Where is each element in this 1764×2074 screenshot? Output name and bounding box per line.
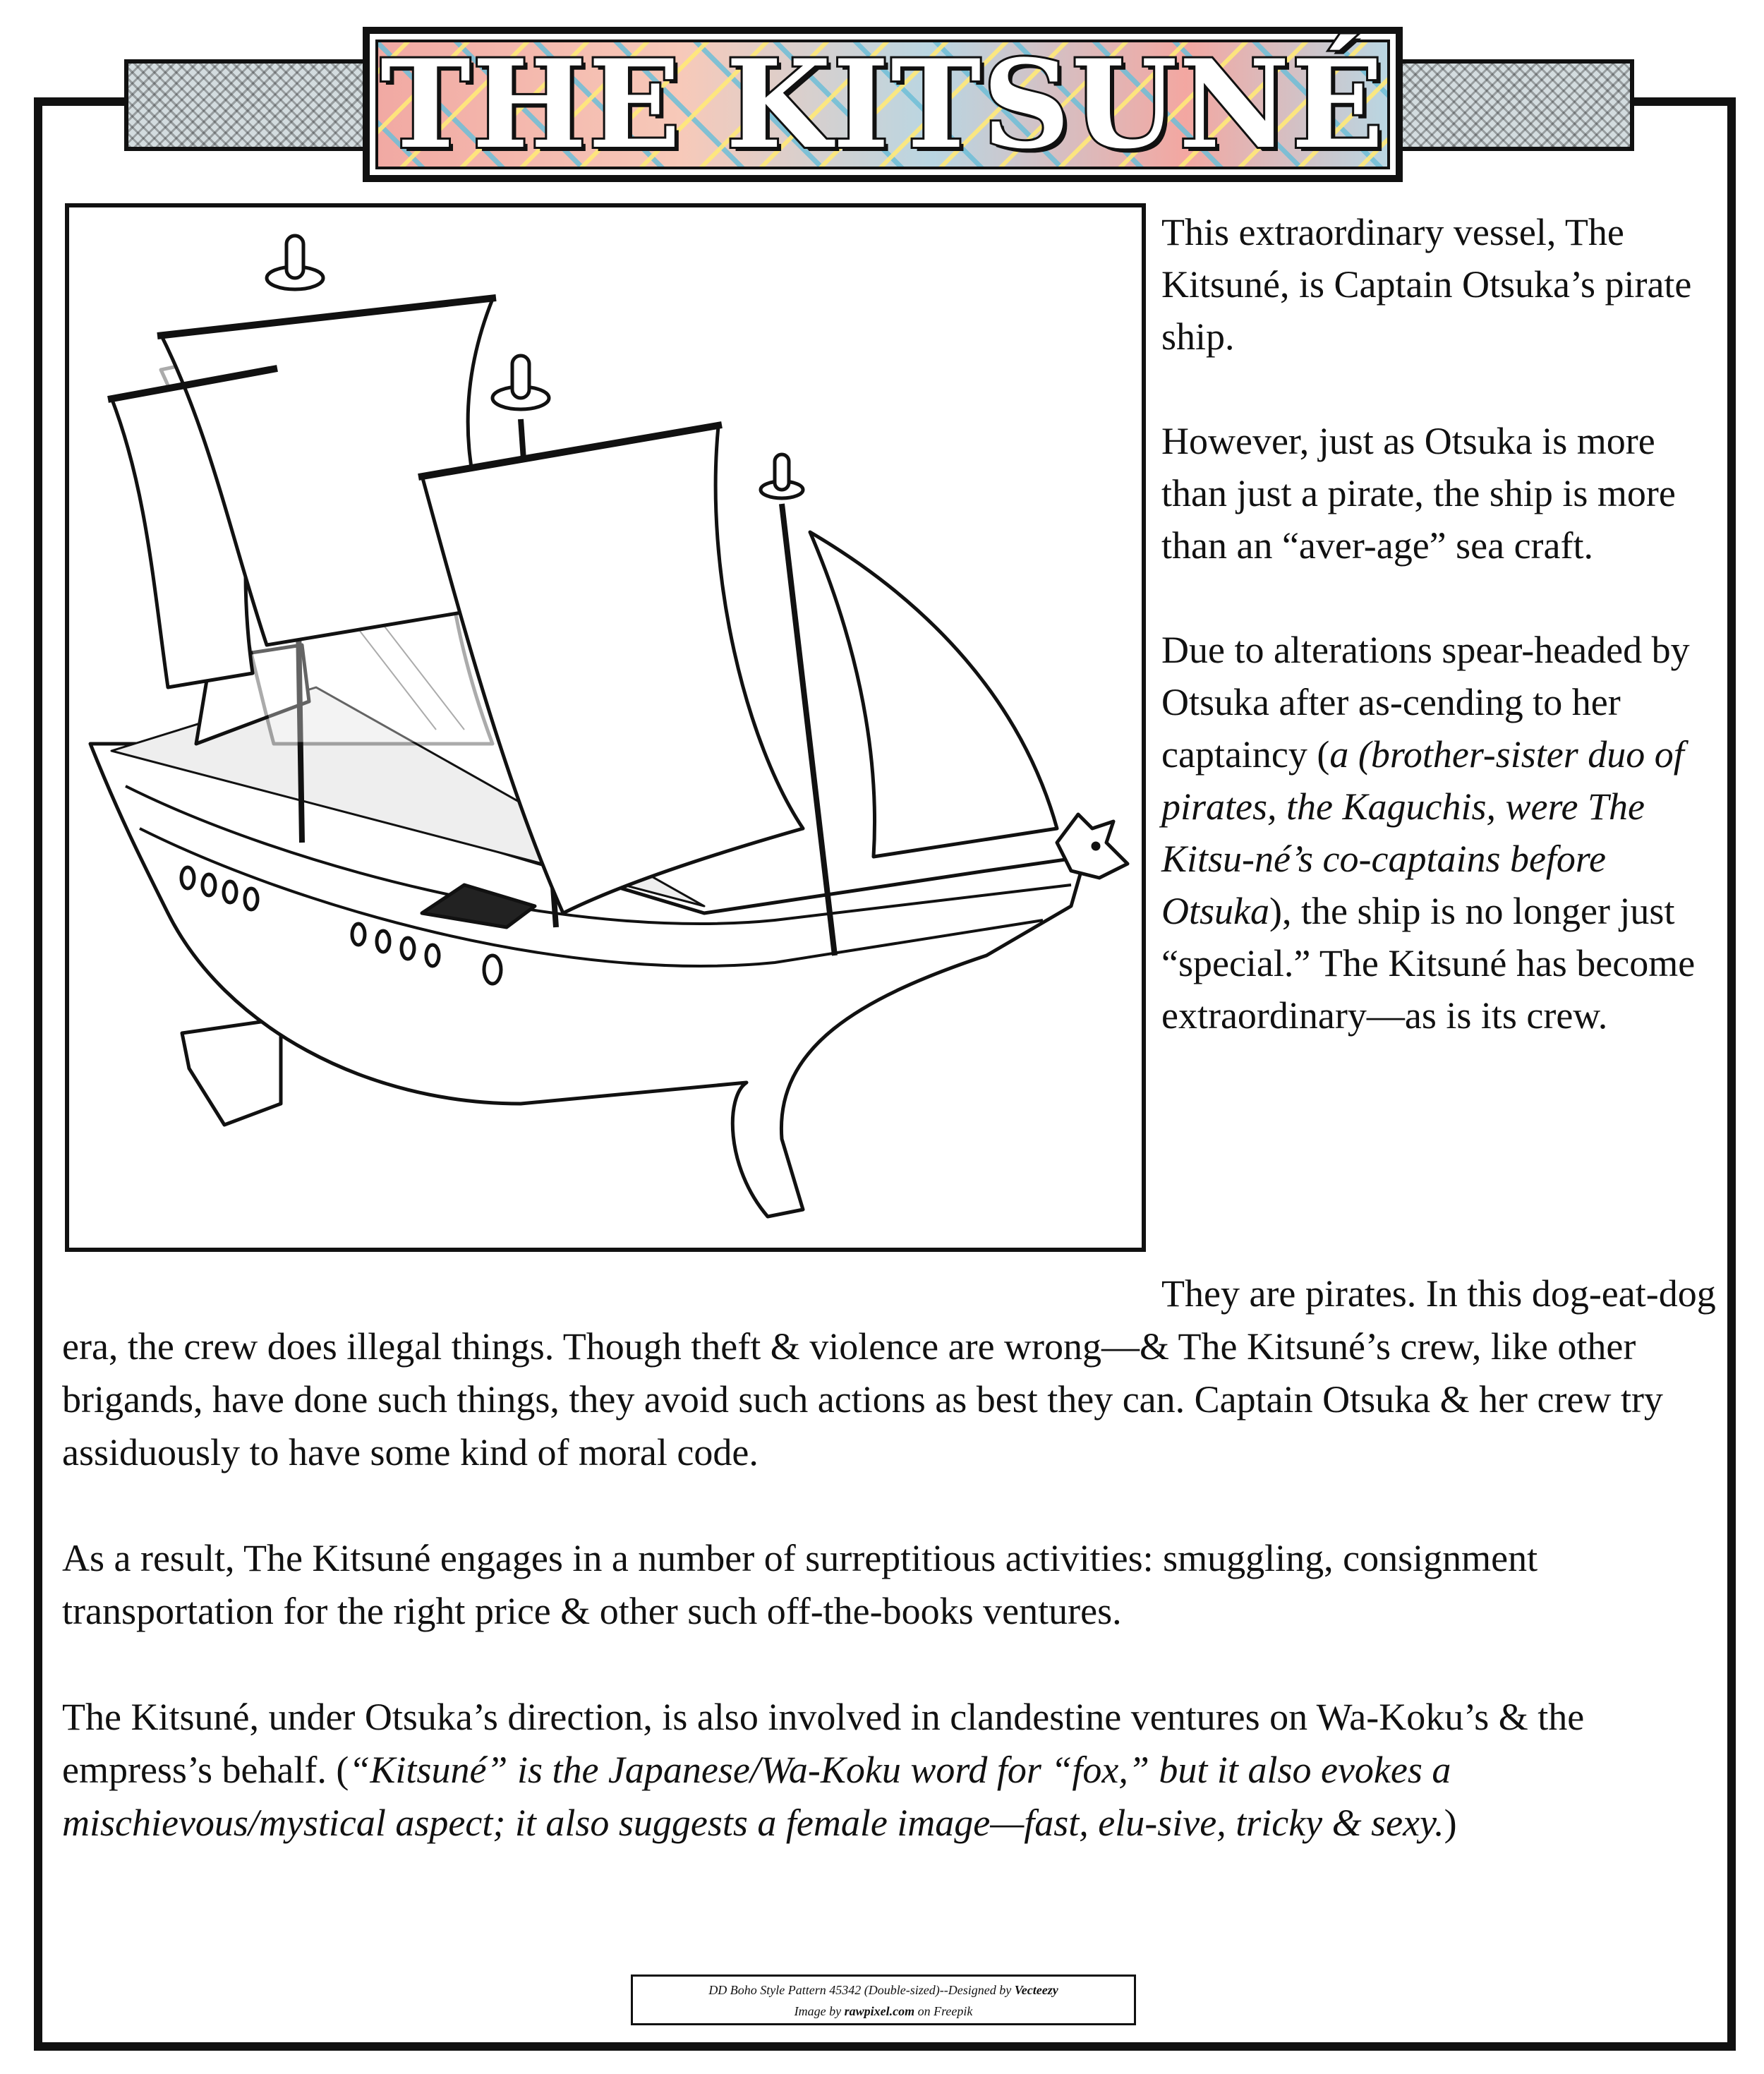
mast-top-fore xyxy=(775,454,789,490)
credit-line-2 xyxy=(633,2001,1134,2022)
paragraph-pirates: They are pirates. In this dog-eat-dog era, the crew does illegal things. Though theft & violence are wrong—& The Kitsuné’s crew, like other brigands, have done such things, they avoid such actions as best they can. Captain Otsuka & her crew try assiduously to have some kind of moral code. xyxy=(62,1272,1716,1473)
paragraph-intro-3 xyxy=(1161,624,1726,1042)
paragraph-intro-1: This extraordinary vessel, The Kitsuné, is Captain Otsuka’s pirate ship. xyxy=(1161,211,1692,358)
credit-image-by: Image by xyxy=(794,2004,845,2018)
last-text-italic: “Kitsuné” is the Japanese/Wa-Koku word for “fox,” but it also evokes a mischievous/mystical aspect; it also suggests a female image—fast, elu-sive, tricky & sexy. xyxy=(62,1749,1451,1844)
banner-pattern-right xyxy=(1394,59,1634,151)
fox-eye xyxy=(1093,843,1099,849)
p3-text-italic: a (brother-sister duo of pirates, the Kaguchis, were The Kitsu-né’s co-captains before Otsuka xyxy=(1161,733,1684,932)
ship-illustration xyxy=(65,203,1146,1252)
page-title: THE KITSUNÉ xyxy=(380,32,1385,176)
credit-designer: Vecteezy xyxy=(1014,1983,1058,1997)
credits-box xyxy=(631,1974,1136,2025)
paragraph-intro-2: However, just as Otsuka is more than just a pirate, the ship is more than an “aver-age” sea craft. xyxy=(1161,420,1676,567)
mast-top-main xyxy=(512,356,529,398)
paragraph-clandestine xyxy=(62,1691,1727,1850)
last-text-c: ) xyxy=(1444,1802,1457,1844)
credit-source: rawpixel.com xyxy=(844,2004,915,2018)
body-text xyxy=(62,1267,1727,1903)
ship-drawing xyxy=(69,207,1142,1248)
mast-top-rear xyxy=(286,236,303,278)
credit-pattern: DD Boho Style Pattern 45342 (Double-sized)--Designed by xyxy=(708,1983,1015,1997)
intro-text xyxy=(1161,206,1726,1094)
p3-text-c: ), the ship is no longer just “special.” The Kitsuné has become extraordinary—as is its crew. xyxy=(1161,890,1696,1037)
credit-platform: on Freepik xyxy=(914,2004,973,2018)
last-text-a: The Kitsuné, under Otsuka’s direction, is also involved in clandestine ventures on Wa-Koku’s & the empress’s behalf. ( xyxy=(62,1696,1585,1791)
title-banner xyxy=(363,27,1403,182)
sail-jib xyxy=(810,532,1057,857)
title-banner-pattern xyxy=(375,32,1390,176)
credit-line-1 xyxy=(633,1979,1134,2001)
paragraph-activities: As a result, The Kitsuné engages in a number of surreptitious activities: smuggling, consignment transportation for the right price & other such off-the-books ventures. xyxy=(62,1537,1538,1632)
ship-rudder xyxy=(182,1019,281,1125)
banner-pattern-left xyxy=(124,59,371,151)
p3-text-a: Due to alterations spear-headed by Otsuka after as-cending to her captaincy ( xyxy=(1161,629,1690,776)
